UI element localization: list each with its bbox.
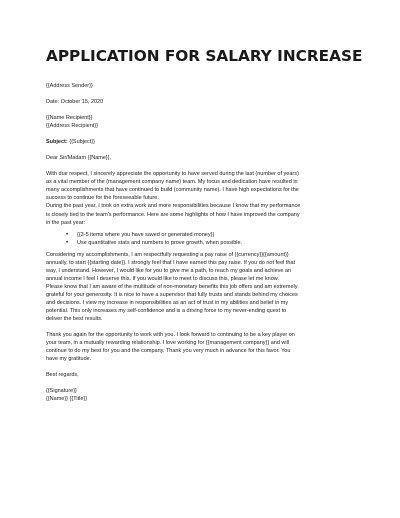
paragraph-line: success to continue for the foreseeable future. xyxy=(46,195,159,202)
paragraph-line: With due respect, I sincerely appreciate the opportunity to have served during the last (number of years) xyxy=(46,171,299,178)
subject-line xyxy=(46,138,356,146)
paragraph-thanks xyxy=(46,331,356,363)
paragraph-line: have my gratitude. xyxy=(46,356,92,363)
letter-body xyxy=(46,82,356,403)
paragraph-line: Please know that I am aware of the multitude of non-monetary benefits this job offers and am extremely xyxy=(46,283,298,290)
paragraph-line: in the past year: xyxy=(46,219,86,226)
letter-title: APPLICATION FOR SALARY INCREASE xyxy=(46,47,363,65)
paragraph-accomplishments xyxy=(46,170,356,226)
paragraph-line: Thank you again for the opportunity to work with you. I look forward to continuing to be a key player on xyxy=(46,332,295,339)
paragraph-line: potential. This only increases my self-confidence and is a driving force to my never-ending quest to xyxy=(46,308,287,315)
sender-address: {{Address Sender}} xyxy=(46,83,93,89)
paragraph-line: is closely tied to the team's performance. Here are some highlights of how I have improved the company xyxy=(46,211,300,218)
paragraph-line: deliver the best results. xyxy=(46,316,103,323)
highlights-list xyxy=(46,231,356,247)
paragraph-line: grateful for your generosity. It is nice to have a supervisor that fully trusts and stands behind my choices xyxy=(46,291,298,298)
paragraph-line: many accomplishments that have continued to build (community name). I have high expectations for the xyxy=(46,187,299,194)
subject-value: {{Subject}} xyxy=(67,139,95,146)
recipient-name: {{Name Recipient}} xyxy=(46,115,93,122)
paragraph-line: Considering my accomplishments, I am respectfully requesting a pay raise of {{currency}}{{amount}} xyxy=(46,251,289,258)
closing: Best regards, xyxy=(46,372,79,379)
paragraph-line: During the past year, I took on extra work and more responsibilities because I know that my performance xyxy=(46,203,301,210)
signature: {{Signature}} xyxy=(46,388,77,395)
paragraph-request xyxy=(46,251,356,323)
paragraph-line: way, I understand. However, I would like for you to give me a path, to reach my goals and achieve an xyxy=(46,267,292,274)
list-item: • Use quantitative stats and numbers to prove growth, when possible. xyxy=(66,239,356,247)
letter-date: Date: October 15, 2020 xyxy=(46,99,104,106)
list-item: • {{3-5 items where you have saved or generated money}} xyxy=(66,231,356,239)
name-title: {{Name}} {{Title}} xyxy=(46,396,88,403)
paragraph-line: annual income I feel I deserve this. If you would like to meet to discuss this, please let me know. xyxy=(46,275,279,282)
paragraph-line: continue to do my best for you and the company. Thank you very much in advance for this favor. You xyxy=(46,348,291,355)
subject-label: Subject: xyxy=(46,139,68,146)
recipient-address: {{Address Recipient}} xyxy=(46,123,98,130)
paragraph-line: your team, in a mutually rewarding relationship. I love working for {{management company}} and will xyxy=(46,340,290,347)
paragraph-line: as a vital member of the (management company name) team. My focus and dedication have resulted in xyxy=(46,179,298,186)
paragraph-line: and decisions. I view my increase in responsibilities as an act of trust in my abilities and belief in my xyxy=(46,299,289,306)
paragraph-line: annually, to start {{starting date}}. I strongly feel that I have earned this pay raise. If you do not feel that xyxy=(46,259,296,266)
salutation: Dear Sir/Madam {{Name}}, xyxy=(46,155,112,162)
